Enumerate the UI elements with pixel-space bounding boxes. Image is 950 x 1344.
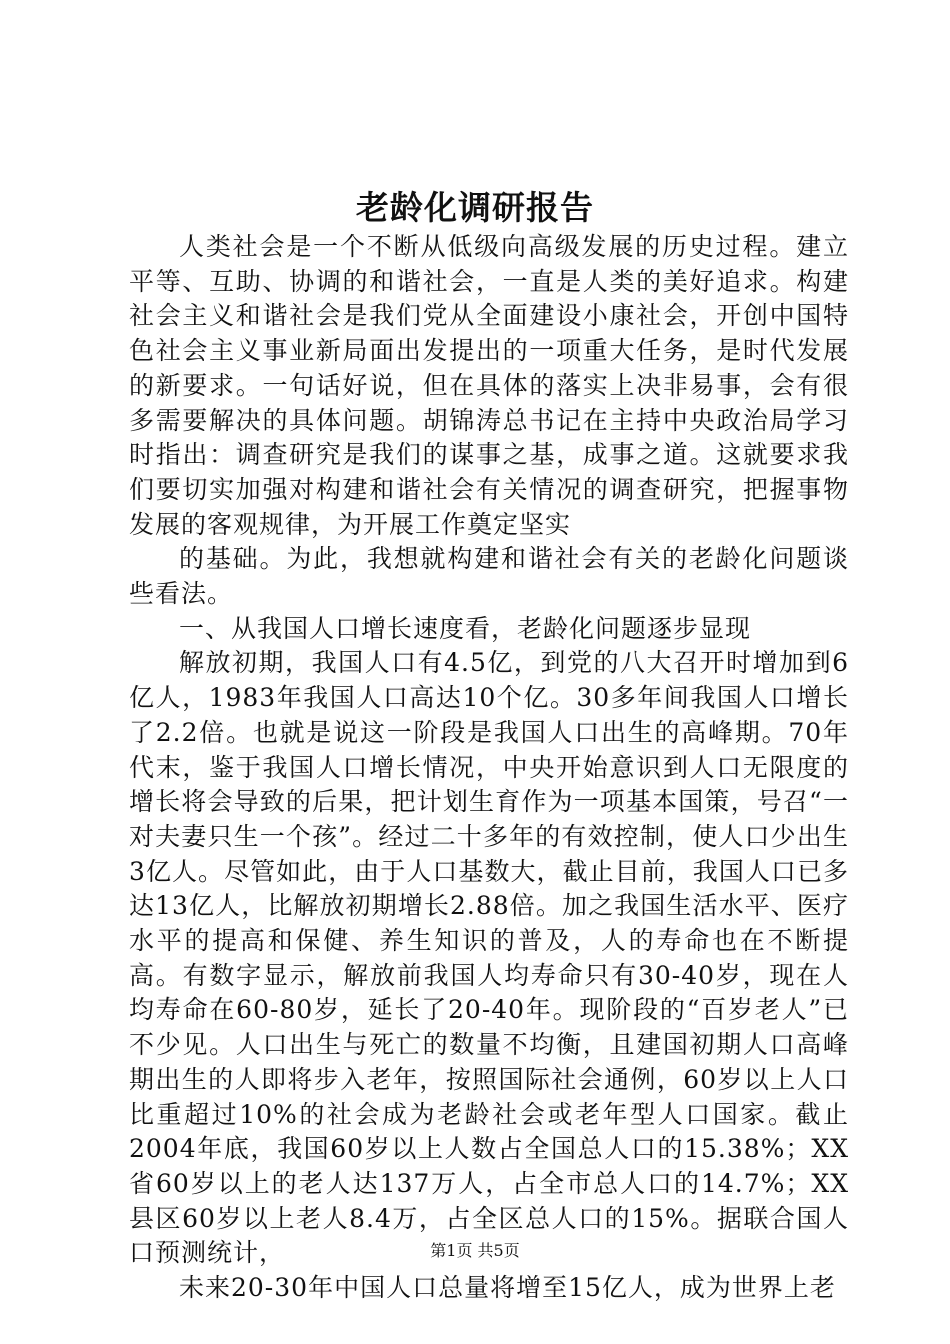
section-heading: 一、从我国人口增长速度看，老龄化问题逐步显现 <box>179 613 752 643</box>
page-title: 老龄化调研报告 <box>356 188 594 227</box>
paragraph-intro: 人类社会是一个不断从低级向高级发展的历史过程。建立平等、互助、协调的和谐社会，一直是人类的美好追求。构建社会主义和谐社会是我们党从全面建设小康社会，开创中国特色社会主义事业新局面出发提出的一项重大任务，是时代发展的新要求。一句话好说，但在具体的落实上决非易事，会有很多需要解决的具体问题。胡锦涛总书记在主持中央政治局学习时指出：调查研究是我们的谋事之基，成事之道。这就要求我们要切实加强对构建和谐社会有关情况的调查研究，把握事物发展的客观规律，为开展工作奠定坚实 <box>129 232 849 539</box>
document-body <box>129 230 849 1306</box>
paragraph-future: 未来20-30年中国人口总量将增至15亿人，成为世界上老 <box>179 1273 836 1303</box>
page-footer: 第1页 共5页 <box>430 1241 520 1260</box>
paragraph-population: 解放初期，我国人口有4.5亿，到党的八大召开时增加到6亿人，1983年我国人口高达10个亿。30多年间我国人口增长了2.2倍。也就是说这一阶段是我国人口出生的高峰期。70年代末，鉴于我国人口增长情况，中央开始意识到人口无限度的增长将会导致的后果，把计划生育作为一项基本国策，号召“一对夫妻只生一个孩”。经过二十多年的有效控制，使人口少出生3亿人。尽管如此，由于人口基数大，截止目前，我国人口已多达13亿人，比解放初期增长2.88倍。加之我国生活水平、医疗水平的提高和保健、养生知识的普及，人的寿命也在不断提高。有数字显示，解放前我国人均寿命只有30-40岁，现在人均寿命在60-80岁，延长了20-40年。现阶段的“百岁老人”已不少见。人口出生与死亡的数量不均衡，且建国初期人口高峰期出生的人即将步入老年，按照国际社会通例，60岁以上人口比重超过10%的社会成为老龄社会或老年型人口国家。截止2004年底，我国60岁以上人数占全国总人口的15.38%；XX省60岁以上的老人达137万人，占全市总人口的14.7%；XX县区60岁以上老人8.4万，占全区总人口的15%。据联合国人口预测统计， <box>129 648 849 1268</box>
paragraph-intro-continued: 的基础。为此，我想就构建和谐社会有关的老龄化问题谈些看法。 <box>129 544 849 609</box>
